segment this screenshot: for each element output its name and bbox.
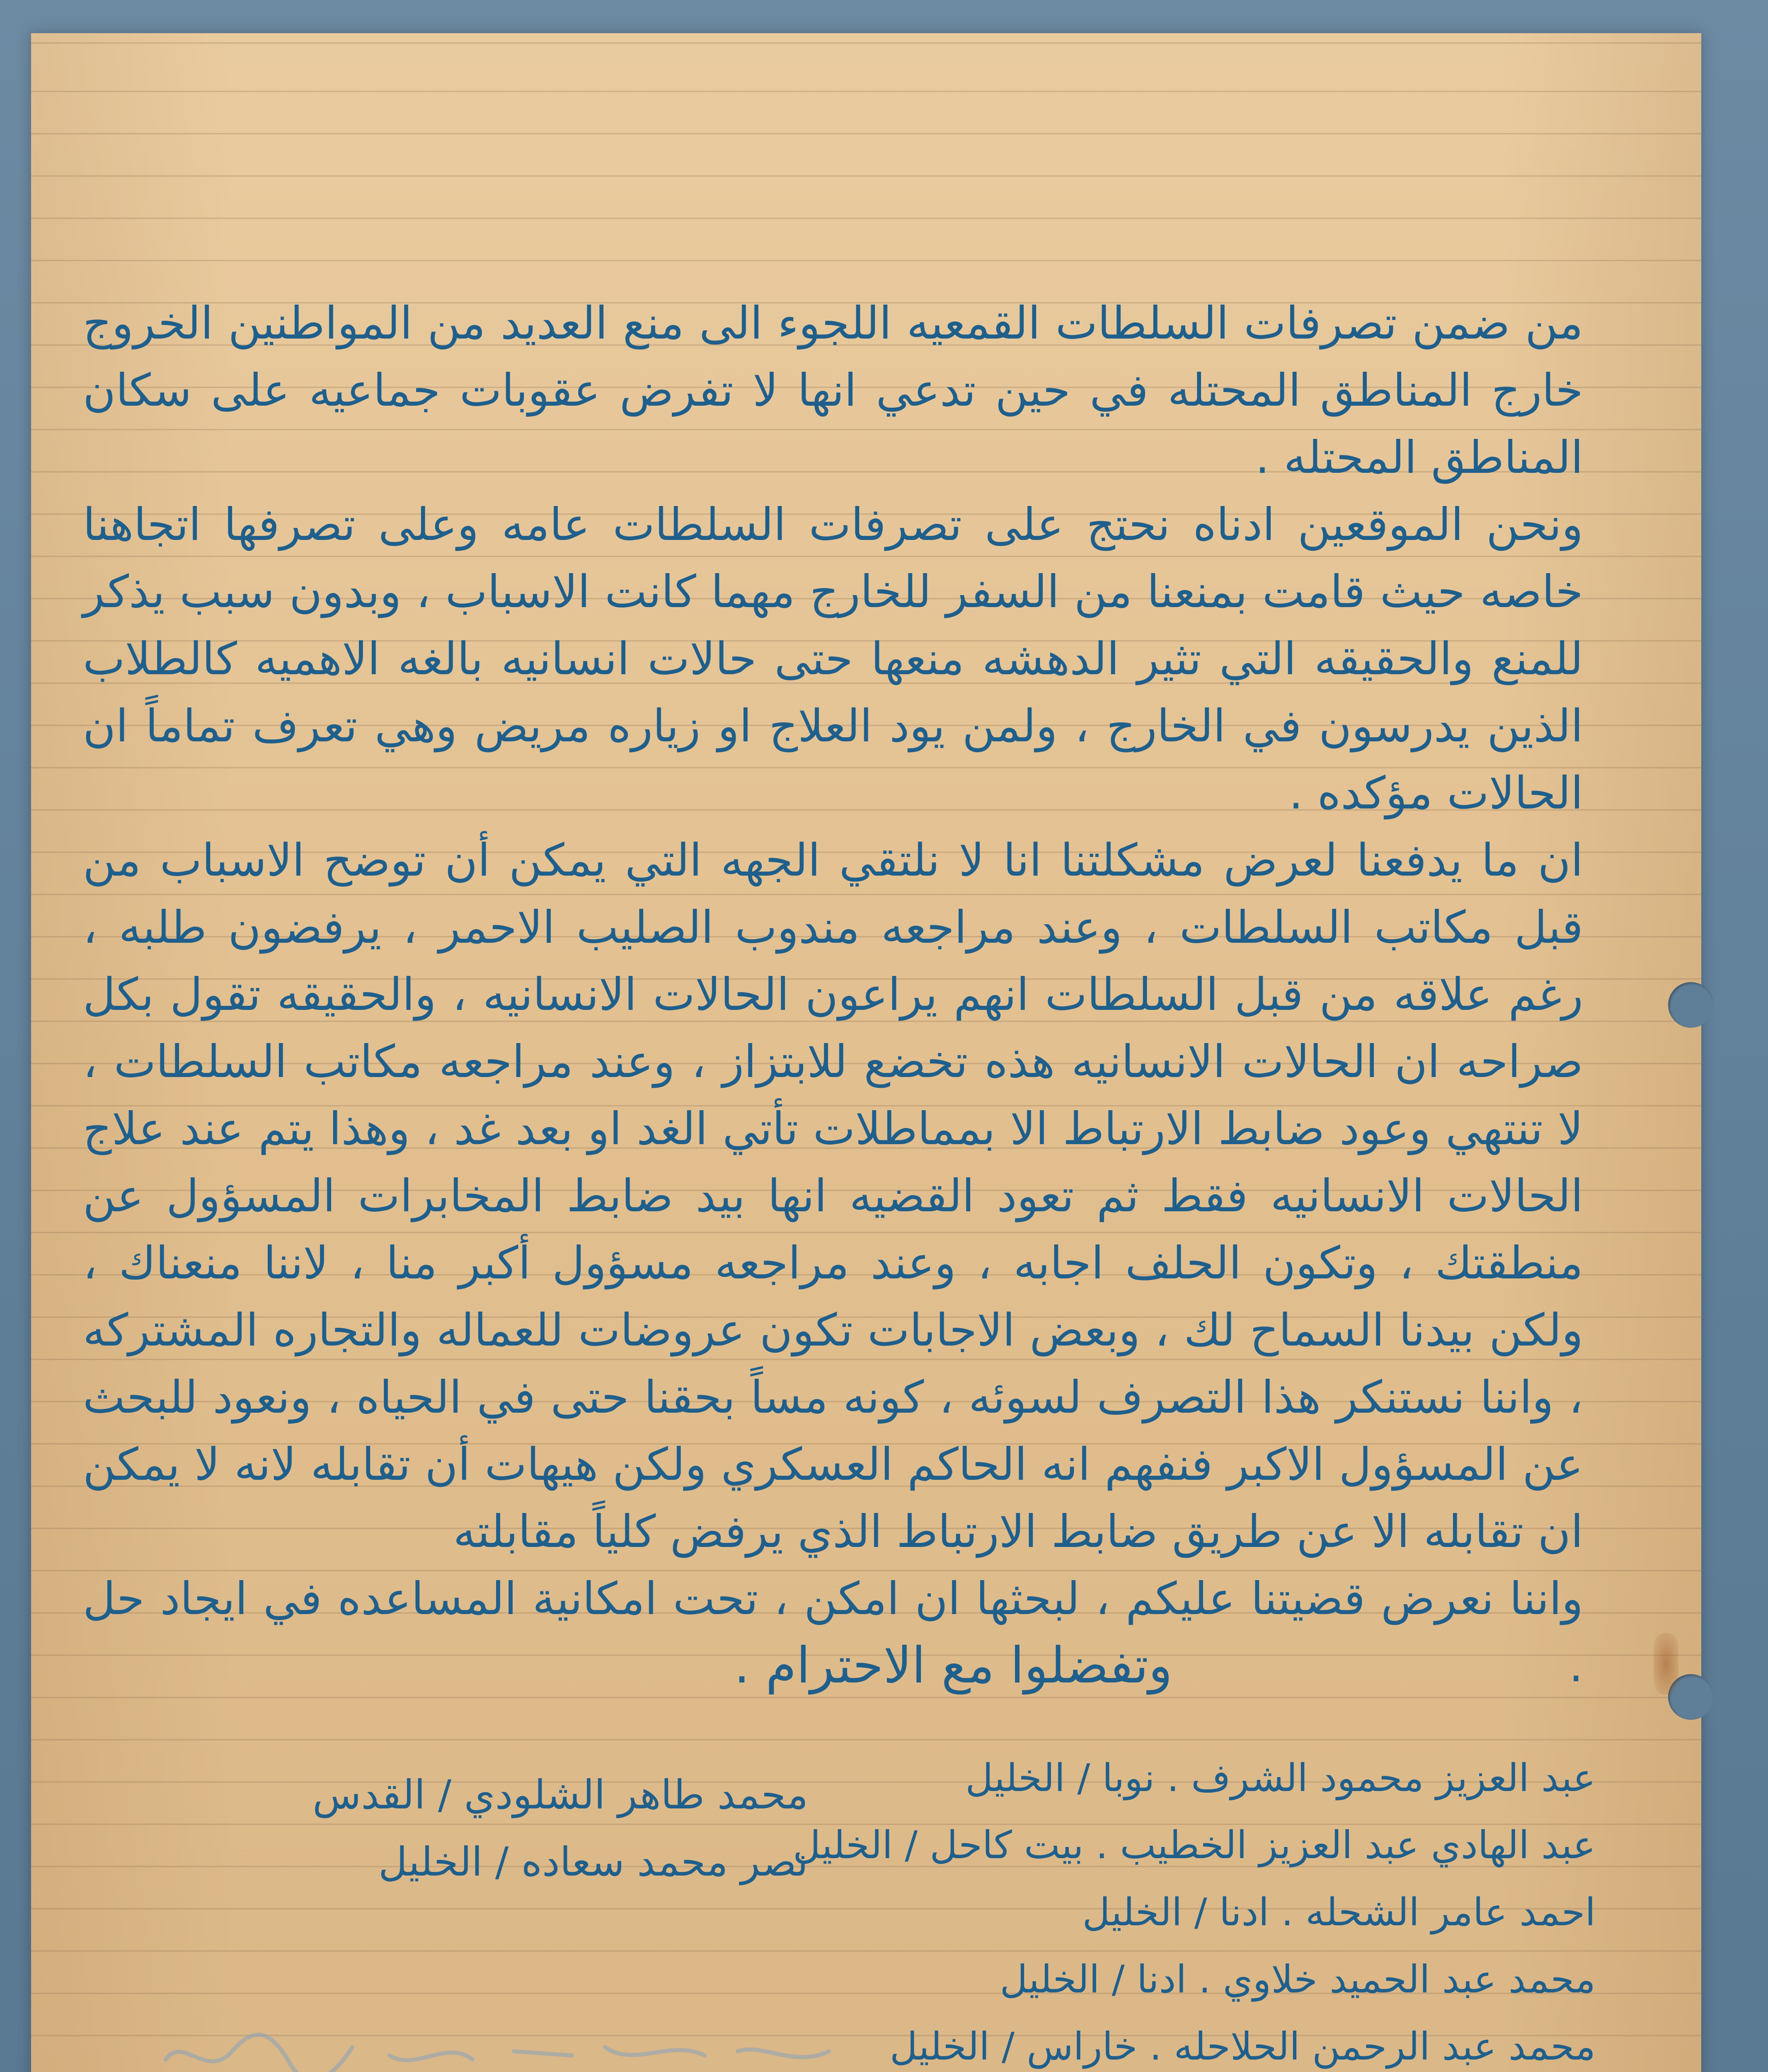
faded-scribble	[157, 2010, 841, 2072]
paragraph-2: ونحن الموقعين ادناه نحتج على تصرفات السلطات عامه وعلى تصرفها اتجاهنا خاصه حيث قامت بمنعنا من السفر للخارج مهما كانت الاسباب ، وبدون سبب يذكر للمنع والحقيقه التي تثير الدهشه منعها حتى حالات انسانيه بالغه الاهميه كالطلاب الذين يدرسون في الخارج ، ولمن يود العلاج او زياره مريض وهي تعرف تماماً ان الحالات مؤكده .	[83, 499, 1583, 819]
signatory-line: عبد الهادي عبد العزيز الخطيب . بيت كاحل / الخليل	[793, 1823, 1596, 1867]
signatory-line: عبد العزيز محمود الشرف . نوبا / الخليل	[965, 1756, 1596, 1800]
punch-hole-upper	[1668, 982, 1714, 1028]
signatory-line: محمد طاهر الشلودي / القدس	[312, 1772, 808, 1818]
signatory-line: محمد عبد الرحمن الحلاحله . خاراس / الخليل	[889, 2024, 1596, 2069]
paragraph-1: من ضمن تصرفات السلطات القمعيه اللجوء الى منع العديد من المواطنين الخروج خارج المناطق المحتله في حين تدعي انها لا تفرض عقوبات جماعيه على سكان المناطق المحتله .	[83, 298, 1583, 484]
signatories-list-right	[793, 1745, 1596, 2072]
signatories-list-left	[207, 1761, 808, 1895]
rust-stain	[1654, 1633, 1678, 1695]
letter-body	[83, 290, 1583, 1700]
signatory-line: احمد عامر الشحله . ادنا / الخليل	[1082, 1890, 1596, 1934]
paragraph-3: ان ما يدفعنا لعرض مشكلتنا انا لا نلتقي الجهه التي يمكن أن توضح الاسباب من قبل مكاتب السلطات ، وعند مراجعه مندوب الصليب الاحمر ، يرفضون طلبه ، رغم علاقه من قبل السلطات انهم يراعون الحالات الانسانيه ، والحقيقه تقول بكل صراحه ان الحالات الانسانيه هذه تخضع للابتزاز ، وعند مراجعه مكاتب السلطات ، لا تنتهي وعود ضابط الارتباط الا بمماطلات تأتي الغد او بعد غد ، وهذا يتم عند علاج الحالات الانسانيه فقط ثم تعود القضيه انها بيد ضابط المخابرات المسؤول عن منطقتك ، وتكون الحلف اجابه ، وعند مراجعه مسؤول أكبر منا ، لاننا منعناك ، ولكن بيدنا السماح لك ، وبعض الاجابات تكون عروضات للعماله والتجاره المشتركه ، واننا نستنكر هذا التصرف لسوئه ، كونه مساً بحقنا حتى في الحياه ، ونعود للبحث عن المسؤول الاكبر فنفهم انه الحاكم العسكري ولكن هيهات أن تقابله لانه لا يمكن ان تقابله الا عن طريق ضابط الارتباط الذي يرفض كلياً مقابلته	[83, 835, 1583, 1558]
closing-salutation: وتفضلوا مع الاحترام .	[734, 1637, 1172, 1694]
signatory-line: محمد عبد الحميد خلاوي . ادنا / الخليل	[1000, 1957, 1596, 2002]
paragraph-4: واننا نعرض قضيتنا عليكم ، لبحثها ان امكن ، تحت امكانية المساعده في ايجاد حل .	[83, 1573, 1583, 1692]
signatory-line: نصر محمد سعاده / الخليل	[378, 1839, 808, 1885]
